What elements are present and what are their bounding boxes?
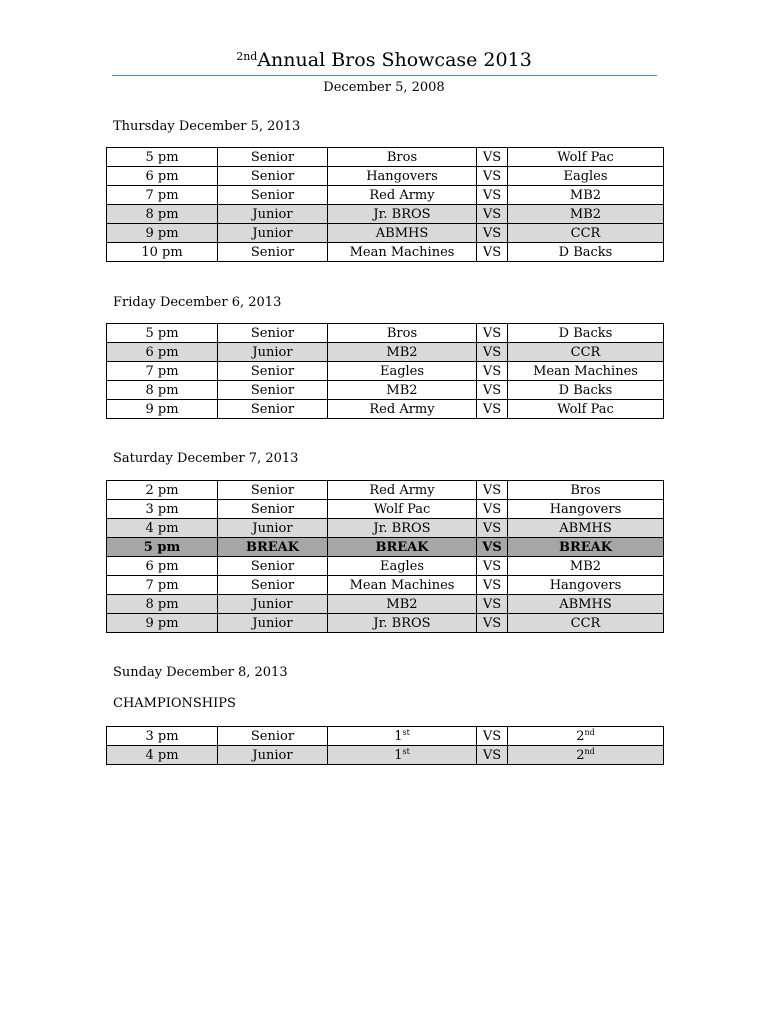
championships-heading: CHAMPIONSHIPS	[113, 696, 236, 711]
game-division: Senior	[218, 186, 328, 205]
table-row	[107, 362, 664, 381]
schedule-table-sunday	[106, 726, 664, 765]
table-row	[107, 595, 664, 614]
vs-label: VS	[477, 576, 508, 595]
vs-label: VS	[477, 557, 508, 576]
game-division: Senior	[218, 243, 328, 262]
game-time: 8 pm	[107, 595, 218, 614]
title-ordinal: 2nd	[236, 50, 258, 63]
vs-label: VS	[477, 500, 508, 519]
game-division: Senior	[218, 481, 328, 500]
game-division: Junior	[218, 343, 328, 362]
game-division: Senior	[218, 557, 328, 576]
table-row	[107, 557, 664, 576]
game-time: 4 pm	[107, 746, 218, 765]
table-row	[107, 614, 664, 633]
away-team: MB2	[508, 205, 664, 224]
home-team: Mean Machines	[328, 576, 477, 595]
table-row	[107, 224, 664, 243]
away-team: CCR	[508, 224, 664, 243]
vs-label: VS	[477, 481, 508, 500]
table-row-break	[107, 538, 664, 557]
game-time: 9 pm	[107, 614, 218, 633]
table-row	[107, 205, 664, 224]
away-team: ABMHS	[508, 595, 664, 614]
table-row	[107, 400, 664, 419]
seed-suffix: nd	[584, 746, 595, 756]
game-time: 3 pm	[107, 727, 218, 746]
game-time: 9 pm	[107, 224, 218, 243]
seed-suffix: st	[402, 746, 410, 756]
seed-number: 1	[394, 747, 403, 763]
away-team: Hangovers	[508, 576, 664, 595]
home-team: Mean Machines	[328, 243, 477, 262]
table-row	[107, 243, 664, 262]
home-seed	[328, 727, 477, 746]
away-team: Bros	[508, 481, 664, 500]
game-division: Junior	[218, 614, 328, 633]
vs-label: VS	[477, 186, 508, 205]
game-time: 5 pm	[107, 148, 218, 167]
table-row	[107, 324, 664, 343]
game-division: Senior	[218, 500, 328, 519]
schedule-table-saturday	[106, 480, 664, 633]
home-team: Hangovers	[328, 167, 477, 186]
seed-suffix: nd	[584, 727, 595, 737]
game-division: Junior	[218, 205, 328, 224]
table-row	[107, 186, 664, 205]
vs-label: VS	[477, 614, 508, 633]
home-team: MB2	[328, 381, 477, 400]
game-time: 7 pm	[107, 186, 218, 205]
vs-label: VS	[477, 538, 508, 557]
seed-number: 2	[576, 728, 585, 744]
home-team: MB2	[328, 595, 477, 614]
home-team: Bros	[328, 148, 477, 167]
title-underline	[112, 75, 657, 76]
game-time: 7 pm	[107, 576, 218, 595]
away-team: CCR	[508, 614, 664, 633]
game-time: 5 pm	[107, 324, 218, 343]
away-team: MB2	[508, 557, 664, 576]
table-row	[107, 381, 664, 400]
day-heading-saturday: Saturday December 7, 2013	[113, 451, 299, 466]
game-division: Junior	[218, 595, 328, 614]
home-team: Jr. BROS	[328, 614, 477, 633]
away-team: BREAK	[508, 538, 664, 557]
game-time: 7 pm	[107, 362, 218, 381]
table-row	[107, 746, 664, 765]
game-division: Senior	[218, 324, 328, 343]
table-row	[107, 167, 664, 186]
game-division: Junior	[218, 224, 328, 243]
away-seed	[508, 746, 664, 765]
away-team: MB2	[508, 186, 664, 205]
game-time: 3 pm	[107, 500, 218, 519]
game-division: Senior	[218, 381, 328, 400]
seed-suffix: st	[402, 727, 410, 737]
seed-number: 2	[576, 747, 585, 763]
home-seed	[328, 746, 477, 765]
away-team: D Backs	[508, 243, 664, 262]
home-team: Red Army	[328, 481, 477, 500]
home-team: Eagles	[328, 362, 477, 381]
home-team: Jr. BROS	[328, 205, 477, 224]
away-team: Wolf Pac	[508, 400, 664, 419]
game-division: Senior	[218, 400, 328, 419]
game-division: BREAK	[218, 538, 328, 557]
game-time: 2 pm	[107, 481, 218, 500]
away-team: ABMHS	[508, 519, 664, 538]
vs-label: VS	[477, 343, 508, 362]
home-team: ABMHS	[328, 224, 477, 243]
game-division: Senior	[218, 727, 328, 746]
game-division: Junior	[218, 519, 328, 538]
home-team: Bros	[328, 324, 477, 343]
table-row	[107, 343, 664, 362]
vs-label: VS	[477, 381, 508, 400]
game-division: Junior	[218, 746, 328, 765]
away-team: Eagles	[508, 167, 664, 186]
vs-label: VS	[477, 746, 508, 765]
table-row	[107, 148, 664, 167]
document-date: December 5, 2008	[323, 80, 445, 95]
day-heading-thursday: Thursday December 5, 2013	[113, 119, 301, 134]
day-heading-friday: Friday December 6, 2013	[113, 295, 282, 310]
table-row	[107, 519, 664, 538]
vs-label: VS	[477, 224, 508, 243]
title-text: Annual Bros Showcase 2013	[257, 49, 532, 71]
home-team: Red Army	[328, 186, 477, 205]
vs-label: VS	[477, 362, 508, 381]
home-team: Wolf Pac	[328, 500, 477, 519]
game-time: 9 pm	[107, 400, 218, 419]
table-row	[107, 576, 664, 595]
game-time: 8 pm	[107, 381, 218, 400]
seed-number: 1	[394, 728, 403, 744]
vs-label: VS	[477, 324, 508, 343]
game-division: Senior	[218, 576, 328, 595]
table-row	[107, 481, 664, 500]
table-row	[107, 727, 664, 746]
game-division: Senior	[218, 362, 328, 381]
game-time: 4 pm	[107, 519, 218, 538]
away-team: CCR	[508, 343, 664, 362]
vs-label: VS	[477, 519, 508, 538]
game-division: Senior	[218, 167, 328, 186]
table-row	[107, 500, 664, 519]
game-time: 6 pm	[107, 557, 218, 576]
game-time: 6 pm	[107, 343, 218, 362]
home-team: BREAK	[328, 538, 477, 557]
vs-label: VS	[477, 205, 508, 224]
document-title	[0, 44, 768, 73]
vs-label: VS	[477, 148, 508, 167]
away-team: D Backs	[508, 324, 664, 343]
game-time: 6 pm	[107, 167, 218, 186]
game-division: Senior	[218, 148, 328, 167]
home-team: MB2	[328, 343, 477, 362]
away-team: Wolf Pac	[508, 148, 664, 167]
away-team: Mean Machines	[508, 362, 664, 381]
away-team: D Backs	[508, 381, 664, 400]
game-time: 10 pm	[107, 243, 218, 262]
vs-label: VS	[477, 400, 508, 419]
vs-label: VS	[477, 595, 508, 614]
game-time: 5 pm	[107, 538, 218, 557]
home-team: Red Army	[328, 400, 477, 419]
home-team: Jr. BROS	[328, 519, 477, 538]
away-seed	[508, 727, 664, 746]
game-time: 8 pm	[107, 205, 218, 224]
home-team: Eagles	[328, 557, 477, 576]
day-heading-sunday: Sunday December 8, 2013	[113, 665, 288, 680]
vs-label: VS	[477, 167, 508, 186]
vs-label: VS	[477, 727, 508, 746]
vs-label: VS	[477, 243, 508, 262]
schedule-table-thursday	[106, 147, 664, 262]
away-team: Hangovers	[508, 500, 664, 519]
schedule-table-friday	[106, 323, 664, 419]
